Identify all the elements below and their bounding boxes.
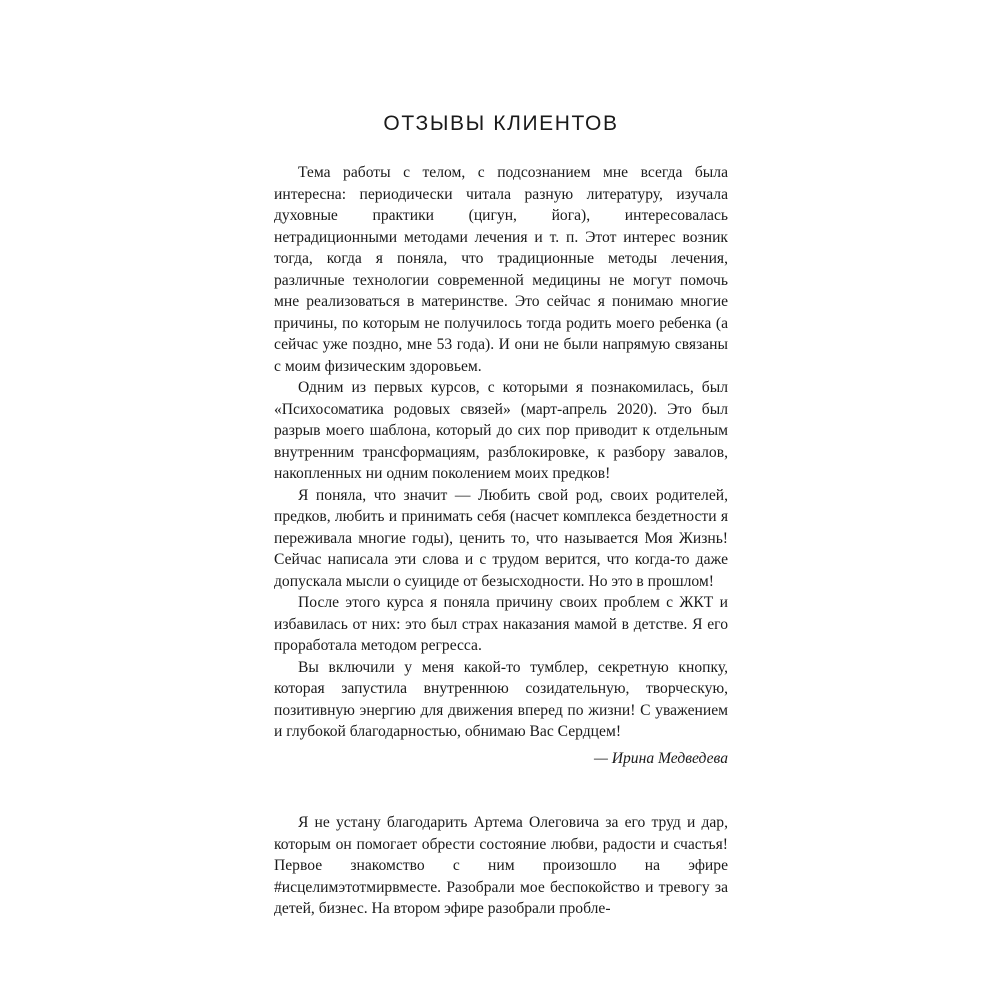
paragraph: Одним из первых курсов, с которыми я познакомилась, был «Психосоматика родовых связей» (март-апрель 2020). Это был разрыв моего шаблона, который до сих пор приводит к отдельным внутренним трансформациям, разблокировке, к разбору завалов, накопленных ни одним поколением моих предков!: [274, 379, 728, 482]
testimonial-1: [274, 162, 728, 769]
testimonial-separator: [274, 769, 728, 812]
section-title: ОТЗЫВЫ КЛИЕНТОВ: [383, 112, 619, 135]
paragraph: Вы включили у меня какой-то тумблер, секретную кнопку, которая запустила внутреннюю созидательную, творческую, позитивную энергию для движения вперед по жизни! С уважением и глубокой благодарностью, обнимаю Вас Сердцем!: [274, 658, 728, 740]
paragraph: Тема работы с телом, с подсознанием мне всегда была интересна: периодически читала разную литературу, изучала духовные практики (цигун, йога), интересовалась нетрадиционными методами лечения и т. п. Этот интерес возник тогда, когда я поняла, что традиционные методы лечения, различные технологии современной медицины не могут помочь мне реализоваться в материнстве. Это сейчас я понимаю многие причины, по которым не получилось тогда родить моего ребенка (а сейчас уже поздно, мне 53 года). И они не были напрямую связаны с моим физическим здоровьем.: [274, 164, 728, 375]
testimonial-2: [274, 812, 728, 920]
book-page: [274, 108, 728, 920]
paragraph: Я не устану благодарить Артема Олеговича за его труд и дар, которым он помогает обрести состояние любви, радости и счастья! Первое знакомство с ним произошло на эфире #исцелимэтотмирвместе. Разобрали мое беспокойство и тревогу за детей, бизнес. На втором эфире разобрали пробле-: [274, 814, 728, 917]
signature: — Ирина Медведева: [593, 749, 728, 767]
paragraph: После этого курса я поняла причину своих проблем с ЖКТ и избавилась от них: это был страх наказания мамой в детстве. Я его проработала методом регресса.: [274, 594, 728, 654]
paragraph: Я поняла, что значит — Любить свой род, своих родителей, предков, любить и принимать себя (насчет комплекса бездетности я переживала многие годы), ценить то, что называется Моя Жизнь! Сейчас написала эти слова и с трудом верится, что когда-то даже допускала мысли о суициде от безысходности. Но это в прошлом!: [274, 486, 728, 590]
